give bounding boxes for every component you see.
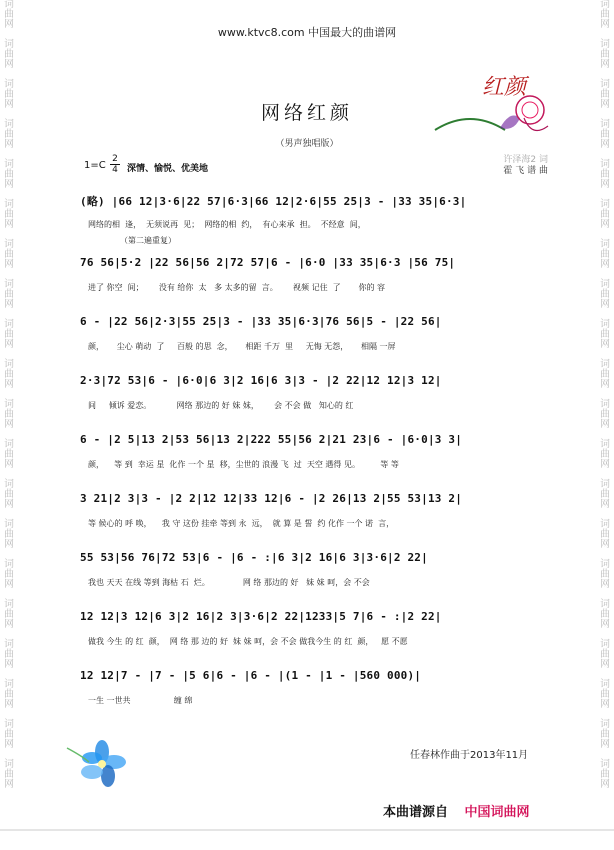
watermark-char: 网 <box>600 659 610 670</box>
repeat-marker: （第二遍重复） <box>120 236 176 245</box>
watermark-char: 曲 <box>4 489 14 500</box>
watermark-char: 词 <box>600 399 610 410</box>
watermark-group <box>598 200 612 230</box>
watermark-char: 词 <box>600 679 610 690</box>
watermark-char: 曲 <box>600 129 610 140</box>
watermark-group <box>2 680 16 710</box>
watermark-group <box>2 280 16 310</box>
watermark-char: 网 <box>600 459 610 470</box>
notes: 6 - |22 56|2·3|55 25|3 - |33 35|6·3|76 56|5 - |22 56| <box>80 315 442 328</box>
watermark-char: 词 <box>600 719 610 730</box>
watermark-char: 词 <box>4 479 14 490</box>
song-subtitle: （男声独唱版） <box>275 139 339 149</box>
watermark-group <box>2 600 16 630</box>
lyrics: 网络的相 逢， 无须说再 见； 网络的相 约， 有心来承 担。 不经意 间， <box>88 220 366 229</box>
watermark-char: 网 <box>600 299 610 310</box>
watermark-char: 词 <box>600 159 610 170</box>
tempo-marking: 深情、愉悦、优美地 <box>127 164 209 174</box>
watermark-group <box>598 440 612 470</box>
watermark-group <box>2 640 16 670</box>
watermark-group <box>2 760 16 790</box>
watermark-char: 网 <box>600 539 610 550</box>
watermark-char: 曲 <box>600 89 610 100</box>
score-row-7 <box>80 551 550 587</box>
watermark-char: 曲 <box>600 649 610 660</box>
watermark-char: 曲 <box>600 9 610 20</box>
watermark-char: 词 <box>600 79 610 90</box>
watermark-char: 网 <box>600 259 610 270</box>
watermark-char: 网 <box>4 259 14 270</box>
watermark-char: 曲 <box>600 729 610 740</box>
watermark-char: 曲 <box>600 769 610 780</box>
watermark-char: 词 <box>600 519 610 530</box>
watermark-char: 网 <box>4 59 14 70</box>
flower-decoration <box>62 738 132 793</box>
watermark-char: 词 <box>4 199 14 210</box>
watermark-char: 词 <box>4 759 14 770</box>
watermark-char: 网 <box>4 779 14 790</box>
watermark-char: 词 <box>4 279 14 290</box>
watermark-char: 网 <box>4 419 14 430</box>
watermark-group <box>2 240 16 270</box>
watermark-char: 网 <box>600 619 610 630</box>
watermark-char: 网 <box>600 19 610 30</box>
watermark-char: 曲 <box>600 369 610 380</box>
watermark-char: 曲 <box>4 769 14 780</box>
watermark-char: 曲 <box>4 729 14 740</box>
watermark-char: 网 <box>4 619 14 630</box>
watermark-char: 曲 <box>4 609 14 620</box>
lyrics: 一生 一世共 缠 绵 <box>88 696 193 705</box>
watermark-char: 词 <box>600 599 610 610</box>
watermark-char: 网 <box>600 419 610 430</box>
watermark-char: 网 <box>600 579 610 590</box>
lyrics: 颜， 尘心 萌动 了 百般 的思 念， 相距 千万 里 无悔 无怨， 相隔 一屏 <box>88 342 396 351</box>
watermark-char: 曲 <box>4 49 14 60</box>
watermark-group <box>598 400 612 430</box>
watermark-char: 曲 <box>600 169 610 180</box>
watermark-group <box>2 400 16 430</box>
watermark-group <box>2 200 16 230</box>
score-row-1 <box>80 193 550 245</box>
watermark-char: 网 <box>600 739 610 750</box>
watermark-char: 曲 <box>4 89 14 100</box>
watermark-char: 网 <box>4 219 14 230</box>
watermark-char: 词 <box>4 719 14 730</box>
watermark-group <box>598 520 612 550</box>
watermark-char: 曲 <box>600 409 610 420</box>
watermark-char: 曲 <box>4 649 14 660</box>
watermark-char: 曲 <box>4 289 14 300</box>
time-top: 2 <box>110 154 120 165</box>
watermark-char: 曲 <box>600 689 610 700</box>
lyrics: 进了 你空 间； 没有 给你 太 多 太多的留 言。 视频 记住 了 你的 容 <box>88 283 386 292</box>
logo-text: 红颜 <box>482 75 527 100</box>
watermark-char: 网 <box>600 339 610 350</box>
watermark-char: 词 <box>600 439 610 450</box>
watermark-group <box>598 480 612 510</box>
watermark-group <box>598 40 612 70</box>
lyricist: 许泽海2 词 <box>503 155 548 165</box>
lyrics: 间 倾诉 爱恋。 网络 那边的 好 妹 妹， 会 不会 做 知心的 红 <box>88 401 354 410</box>
lyrics: 做我 今生 的 红 颜， 网 络 那 边的 好 妹 妹 呵，会 不会 做我今生 的 红 颜， 愿 不愿 <box>88 637 408 646</box>
watermark-char: 词 <box>4 0 14 10</box>
watermark-char: 网 <box>4 459 14 470</box>
watermark-char: 曲 <box>4 529 14 540</box>
watermark-char: 曲 <box>4 369 14 380</box>
watermark-char: 词 <box>600 0 610 10</box>
watermark-char: 曲 <box>600 529 610 540</box>
watermark-char: 词 <box>4 599 14 610</box>
watermark-char: 网 <box>600 499 610 510</box>
watermark-char: 曲 <box>4 409 14 420</box>
watermark-char: 曲 <box>4 169 14 180</box>
watermark-char: 词 <box>4 159 14 170</box>
credits <box>470 155 548 177</box>
watermark-left <box>2 0 16 850</box>
watermark-char: 曲 <box>600 329 610 340</box>
lyrics: 我也 天天 在线 等到 海枯 石 烂。 网 络 那边的 好 妹 妹 呵，会 不会 <box>88 578 370 587</box>
watermark-char: 网 <box>600 219 610 230</box>
watermark-char: 词 <box>600 239 610 250</box>
watermark-char: 词 <box>600 479 610 490</box>
watermark-char: 网 <box>4 139 14 150</box>
watermark-char: 曲 <box>600 49 610 60</box>
watermark-char: 网 <box>600 779 610 790</box>
watermark-group <box>2 480 16 510</box>
watermark-char: 网 <box>4 699 14 710</box>
watermark-char: 网 <box>600 179 610 190</box>
watermark-group <box>598 600 612 630</box>
watermark-group <box>598 360 612 390</box>
watermark-char: 曲 <box>4 129 14 140</box>
source-line <box>383 801 530 820</box>
notes: 6 - |2 5|13 2|53 56|13 2|222 55|56 2|21 23|6 - |6·0|3 3| <box>80 433 463 446</box>
watermark-char: 词 <box>4 359 14 370</box>
watermark-char: 网 <box>600 99 610 110</box>
score-row-2 <box>80 256 550 292</box>
watermark-char: 曲 <box>600 209 610 220</box>
watermark-group <box>598 560 612 590</box>
watermark-char: 词 <box>4 679 14 690</box>
source-label: 本曲谱源自 <box>383 805 449 820</box>
watermark-char: 网 <box>4 579 14 590</box>
watermark-char: 词 <box>4 439 14 450</box>
watermark-char: 网 <box>4 739 14 750</box>
watermark-char: 网 <box>600 379 610 390</box>
watermark-char: 曲 <box>600 489 610 500</box>
watermark-char: 词 <box>600 559 610 570</box>
watermark-char: 词 <box>600 39 610 50</box>
watermark-right <box>598 0 612 850</box>
watermark-char: 网 <box>4 659 14 670</box>
notes: 12 12|3 12|6 3|2 16|2 3|3·6|2 22|1233|5 7|6 - :|2 22| <box>80 610 442 623</box>
watermark-char: 网 <box>4 179 14 190</box>
site-header: www.ktvc8.com 中国最大的曲谱网 <box>217 26 397 39</box>
notes: 76 56|5·2 |22 56|56 2|72 57|6 - |6·0 |33 35|6·3 |56 75| <box>80 256 456 269</box>
watermark-char: 曲 <box>600 249 610 260</box>
watermark-char: 词 <box>600 359 610 370</box>
watermark-char: 词 <box>4 79 14 90</box>
watermark-char: 曲 <box>4 569 14 580</box>
watermark-char: 曲 <box>600 569 610 580</box>
watermark-char: 网 <box>600 139 610 150</box>
composer: 霍 飞 谱 曲 <box>503 166 548 176</box>
watermark-char: 网 <box>4 539 14 550</box>
watermark-group <box>598 160 612 190</box>
watermark-char: 曲 <box>4 209 14 220</box>
watermark-char: 曲 <box>600 449 610 460</box>
watermark-char: 曲 <box>4 329 14 340</box>
watermark-group <box>598 760 612 790</box>
score-row-3 <box>80 315 550 351</box>
watermark-char: 词 <box>600 319 610 330</box>
watermark-char: 网 <box>4 99 14 110</box>
lyrics: 等 候心的 呼 唤， 我 守 这份 挂牵 等到 永 远， 就 算 是 誓 约 化作 一个 诺 言， <box>88 519 395 528</box>
watermark-char: 词 <box>4 319 14 330</box>
notes: 2·3|72 53|6 - |6·0|6 3|2 16|6 3|3 - |2 22|12 12|3 12| <box>80 374 442 387</box>
watermark-char: 曲 <box>4 249 14 260</box>
watermark-char: 曲 <box>4 449 14 460</box>
notes: 55 53|56 76|72 53|6 - |6 - :|6 3|2 16|6 3|3·6|2 22| <box>80 551 428 564</box>
lyrics: 颜， 等 到 幸运 星 化作 一个 星 移，尘世的 浪漫 飞 过 天空 遇得 见。 等 等 <box>88 460 399 469</box>
watermark-char: 网 <box>600 59 610 70</box>
watermark-group <box>598 680 612 710</box>
time-bottom: 4 <box>112 165 118 175</box>
watermark-group <box>598 280 612 310</box>
watermark-char: 网 <box>4 19 14 30</box>
time-signature <box>110 154 120 175</box>
watermark-char: 词 <box>4 39 14 50</box>
composition-note: 任春林作曲于2013年11月 <box>410 750 529 761</box>
watermark-group <box>2 160 16 190</box>
score-row-6 <box>80 492 550 528</box>
watermark-group <box>2 40 16 70</box>
watermark-char: 词 <box>4 639 14 650</box>
watermark-char: 词 <box>600 639 610 650</box>
bottom-divider <box>0 829 614 831</box>
watermark-char: 词 <box>600 759 610 770</box>
notes: (略) |66 12|3·6|22 57|6·3|66 12|2·6|55 25|3 - |33 35|6·3| <box>80 195 467 208</box>
watermark-group <box>598 640 612 670</box>
watermark-char: 网 <box>4 339 14 350</box>
source-brand-link[interactable]: 中国词曲网 <box>464 805 530 820</box>
watermark-char: 词 <box>4 559 14 570</box>
watermark-char: 网 <box>4 379 14 390</box>
score-row-8 <box>80 610 550 646</box>
score-row-9 <box>80 669 550 705</box>
watermark-group <box>2 440 16 470</box>
watermark-group <box>2 320 16 350</box>
notes: 3 21|2 3|3 - |2 2|12 12|33 12|6 - |2 26|13 2|55 53|13 2| <box>80 492 463 505</box>
watermark-group <box>2 720 16 750</box>
song-title: 网络红颜 <box>260 102 353 124</box>
watermark-group <box>2 520 16 550</box>
watermark-char: 曲 <box>600 289 610 300</box>
watermark-char: 网 <box>4 299 14 310</box>
watermark-char: 词 <box>4 399 14 410</box>
watermark-char: 词 <box>600 119 610 130</box>
notes: 12 12|7 - |7 - |5 6|6 - |6 - |(1 - |1 - |560 000)| <box>80 669 422 682</box>
watermark-char: 词 <box>4 239 14 250</box>
watermark-char: 词 <box>4 119 14 130</box>
score-row-5 <box>80 433 550 469</box>
watermark-char: 网 <box>4 499 14 510</box>
watermark-char: 词 <box>600 199 610 210</box>
watermark-char: 词 <box>4 519 14 530</box>
watermark-group <box>598 320 612 350</box>
watermark-group <box>598 720 612 750</box>
watermark-group <box>2 560 16 590</box>
watermark-char: 曲 <box>600 609 610 620</box>
score-row-4 <box>80 374 550 410</box>
watermark-char: 曲 <box>4 9 14 20</box>
watermark-group <box>2 360 16 390</box>
watermark-group <box>598 240 612 270</box>
watermark-char: 网 <box>600 699 610 710</box>
watermark-char: 词 <box>600 279 610 290</box>
key-signature: 1=C <box>84 160 106 171</box>
watermark-char: 曲 <box>4 689 14 700</box>
